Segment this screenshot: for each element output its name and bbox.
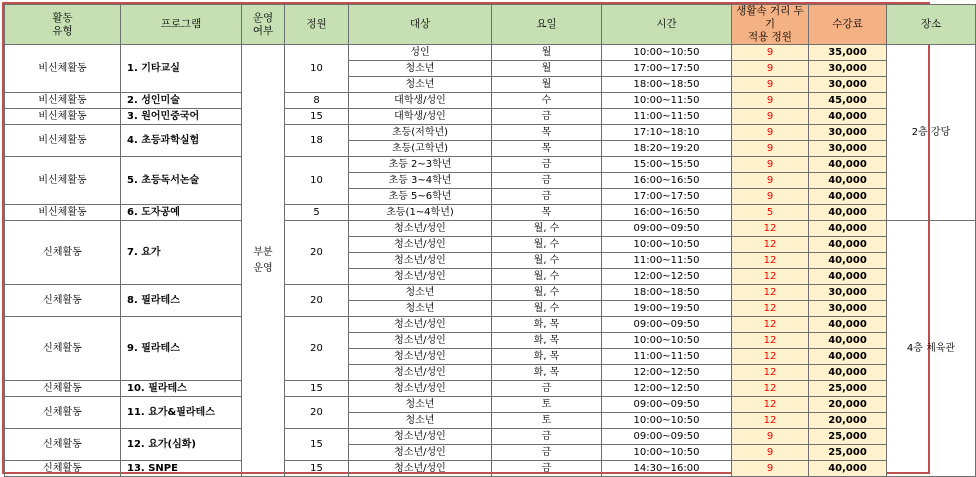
capacity-cell: 10 (285, 157, 349, 205)
table-row (5, 109, 976, 125)
target-cell: 대학생/성인 (349, 109, 492, 125)
table-row (5, 317, 976, 333)
target-cell: 청소년/성인 (349, 381, 492, 397)
day-cell: 금 (492, 189, 602, 205)
social-capacity-cell: 12 (732, 253, 809, 269)
header-time: 시간 (602, 5, 732, 45)
social-capacity-cell: 9 (732, 429, 809, 445)
social-capacity-cell: 9 (732, 109, 809, 125)
time-cell: 12:00~12:50 (602, 269, 732, 285)
header-location: 장소 (887, 5, 976, 45)
time-cell: 12:00~12:50 (602, 381, 732, 397)
target-cell: 청소년/성인 (349, 445, 492, 461)
day-cell: 월, 수 (492, 253, 602, 269)
table-row (5, 397, 976, 413)
target-cell: 초등 2~3학년 (349, 157, 492, 173)
target-cell: 초등(저학년) (349, 125, 492, 141)
fee-cell: 40,000 (809, 189, 887, 205)
fee-cell: 40,000 (809, 333, 887, 349)
program-schedule-table-frame (2, 2, 956, 474)
header-capacity: 정원 (285, 5, 349, 45)
time-cell: 09:00~09:50 (602, 317, 732, 333)
social-capacity-cell: 9 (732, 157, 809, 173)
social-capacity-cell: 9 (732, 445, 809, 461)
time-cell: 09:00~09:50 (602, 429, 732, 445)
program-name-cell: 3. 원어민중국어 (121, 109, 242, 125)
header-day: 요일 (492, 5, 602, 45)
fee-cell: 20,000 (809, 397, 887, 413)
target-cell: 청소년/성인 (349, 221, 492, 237)
social-capacity-cell: 9 (732, 141, 809, 157)
activity-type-cell: 비신체활동 (5, 125, 121, 157)
time-cell: 15:00~15:50 (602, 157, 732, 173)
program-name-cell: 7. 요가 (121, 221, 242, 285)
capacity-cell: 20 (285, 317, 349, 381)
time-cell: 10:00~10:50 (602, 45, 732, 61)
target-cell: 초등 5~6학년 (349, 189, 492, 205)
time-cell: 17:00~17:50 (602, 61, 732, 77)
time-cell: 11:00~11:50 (602, 109, 732, 125)
fee-cell: 45,000 (809, 93, 887, 109)
program-name-cell: 9. 필라테스 (121, 317, 242, 381)
target-cell: 청소년/성인 (349, 349, 492, 365)
social-capacity-cell: 12 (732, 301, 809, 317)
social-capacity-cell: 9 (732, 189, 809, 205)
activity-type-cell: 신체활동 (5, 461, 121, 477)
time-cell: 12:00~12:50 (602, 365, 732, 381)
program-schedule-table (4, 4, 976, 477)
day-cell: 목 (492, 125, 602, 141)
time-cell: 19:00~19:50 (602, 301, 732, 317)
header-operation: 운영 여부 (242, 5, 285, 45)
time-cell: 10:00~10:50 (602, 237, 732, 253)
day-cell: 월, 수 (492, 221, 602, 237)
operation-status-cell: 부분 운영 (242, 45, 285, 477)
day-cell: 금 (492, 157, 602, 173)
table-row (5, 381, 976, 397)
target-cell: 초등(1~4학년) (349, 205, 492, 221)
fee-cell: 20,000 (809, 413, 887, 429)
day-cell: 월 (492, 77, 602, 93)
program-name-cell: 6. 도자공예 (121, 205, 242, 221)
fee-cell: 30,000 (809, 141, 887, 157)
time-cell: 17:10~18:10 (602, 125, 732, 141)
time-cell: 18:20~19:20 (602, 141, 732, 157)
target-cell: 청소년 (349, 413, 492, 429)
fee-cell: 30,000 (809, 301, 887, 317)
fee-cell: 30,000 (809, 285, 887, 301)
header-activity-type: 활동 유형 (5, 5, 121, 45)
time-cell: 10:00~10:50 (602, 413, 732, 429)
activity-type-cell: 신체활동 (5, 285, 121, 317)
social-capacity-cell: 12 (732, 285, 809, 301)
social-capacity-cell: 12 (732, 413, 809, 429)
social-capacity-cell: 12 (732, 365, 809, 381)
target-cell: 청소년 (349, 61, 492, 77)
time-cell: 10:00~10:50 (602, 445, 732, 461)
fee-cell: 40,000 (809, 349, 887, 365)
capacity-cell: 20 (285, 397, 349, 429)
header-program: 프로그램 (121, 5, 242, 45)
day-cell: 수 (492, 93, 602, 109)
fee-cell: 40,000 (809, 253, 887, 269)
time-cell: 18:00~18:50 (602, 285, 732, 301)
target-cell: 성인 (349, 45, 492, 61)
capacity-cell: 15 (285, 381, 349, 397)
fee-cell: 30,000 (809, 125, 887, 141)
schedule-body (5, 45, 976, 477)
capacity-cell: 15 (285, 429, 349, 461)
time-cell: 17:00~17:50 (602, 189, 732, 205)
fee-cell: 40,000 (809, 365, 887, 381)
fee-cell: 25,000 (809, 445, 887, 461)
social-capacity-cell: 12 (732, 317, 809, 333)
activity-type-cell: 신체활동 (5, 397, 121, 429)
social-capacity-cell: 5 (732, 205, 809, 221)
time-cell: 18:00~18:50 (602, 77, 732, 93)
target-cell: 청소년 (349, 301, 492, 317)
fee-cell: 40,000 (809, 237, 887, 253)
target-cell: 청소년/성인 (349, 237, 492, 253)
day-cell: 금 (492, 429, 602, 445)
table-row (5, 93, 976, 109)
program-name-cell: 11. 요가&필라테스 (121, 397, 242, 429)
table-row (5, 461, 976, 477)
day-cell: 월 (492, 61, 602, 77)
time-cell: 09:00~09:50 (602, 397, 732, 413)
header-target: 대상 (349, 5, 492, 45)
fee-cell: 40,000 (809, 317, 887, 333)
target-cell: 청소년/성인 (349, 429, 492, 445)
social-capacity-cell: 12 (732, 333, 809, 349)
activity-type-cell: 비신체활동 (5, 157, 121, 205)
social-capacity-cell: 12 (732, 221, 809, 237)
fee-cell: 25,000 (809, 381, 887, 397)
fee-cell: 30,000 (809, 61, 887, 77)
time-cell: 16:00~16:50 (602, 205, 732, 221)
capacity-cell: 8 (285, 93, 349, 109)
target-cell: 청소년 (349, 285, 492, 301)
social-capacity-cell: 9 (732, 461, 809, 477)
activity-type-cell: 신체활동 (5, 429, 121, 461)
capacity-cell: 10 (285, 45, 349, 93)
table-row (5, 285, 976, 301)
header-fee: 수강료 (809, 5, 887, 45)
fee-cell: 40,000 (809, 205, 887, 221)
capacity-cell: 5 (285, 205, 349, 221)
social-capacity-cell: 9 (732, 173, 809, 189)
time-cell: 11:00~11:50 (602, 349, 732, 365)
table-row (5, 45, 976, 61)
activity-type-cell: 비신체활동 (5, 93, 121, 109)
capacity-cell: 20 (285, 285, 349, 317)
day-cell: 토 (492, 413, 602, 429)
target-cell: 청소년/성인 (349, 461, 492, 477)
table-row (5, 157, 976, 173)
target-cell: 청소년 (349, 77, 492, 93)
target-cell: 청소년/성인 (349, 333, 492, 349)
day-cell: 금 (492, 381, 602, 397)
day-cell: 금 (492, 173, 602, 189)
social-capacity-cell: 9 (732, 61, 809, 77)
day-cell: 월, 수 (492, 301, 602, 317)
time-cell: 10:00~10:50 (602, 333, 732, 349)
time-cell: 16:00~16:50 (602, 173, 732, 189)
fee-cell: 40,000 (809, 173, 887, 189)
fee-cell: 40,000 (809, 109, 887, 125)
fee-cell: 30,000 (809, 77, 887, 93)
target-cell: 대학생/성인 (349, 93, 492, 109)
capacity-cell: 18 (285, 125, 349, 157)
fee-cell: 35,000 (809, 45, 887, 61)
fee-cell: 25,000 (809, 429, 887, 445)
time-cell: 10:00~11:50 (602, 93, 732, 109)
location-cell-4f-gym: 4층 체육관 (887, 221, 976, 477)
activity-type-cell: 신체활동 (5, 381, 121, 397)
day-cell: 토 (492, 397, 602, 413)
target-cell: 청소년/성인 (349, 365, 492, 381)
table-row (5, 125, 976, 141)
table-row (5, 429, 976, 445)
target-cell: 청소년/성인 (349, 317, 492, 333)
header-row (5, 5, 976, 45)
day-cell: 월, 수 (492, 285, 602, 301)
activity-type-cell: 비신체활동 (5, 45, 121, 93)
fee-cell: 40,000 (809, 157, 887, 173)
social-capacity-cell: 12 (732, 269, 809, 285)
program-name-cell: 10. 필라테스 (121, 381, 242, 397)
table-row (5, 205, 976, 221)
header-social-distancing-capacity: 생활속 거리 두기 적용 정원 (732, 5, 809, 45)
program-name-cell: 4. 초등과학실험 (121, 125, 242, 157)
time-cell: 11:00~11:50 (602, 253, 732, 269)
program-name-cell: 1. 기타교실 (121, 45, 242, 93)
program-name-cell: 13. SNPE (121, 461, 242, 477)
social-capacity-cell: 9 (732, 93, 809, 109)
target-cell: 청소년/성인 (349, 253, 492, 269)
activity-type-cell: 신체활동 (5, 221, 121, 285)
program-name-cell: 5. 초등독서논술 (121, 157, 242, 205)
day-cell: 금 (492, 461, 602, 477)
social-capacity-cell: 9 (732, 45, 809, 61)
table-row (5, 221, 976, 237)
social-capacity-cell: 9 (732, 125, 809, 141)
time-cell: 14:30~16:00 (602, 461, 732, 477)
target-cell: 초등(고학년) (349, 141, 492, 157)
capacity-cell: 20 (285, 221, 349, 285)
day-cell: 화, 목 (492, 317, 602, 333)
target-cell: 초등 3~4학년 (349, 173, 492, 189)
target-cell: 청소년/성인 (349, 269, 492, 285)
day-cell: 월, 수 (492, 269, 602, 285)
day-cell: 금 (492, 445, 602, 461)
day-cell: 월, 수 (492, 237, 602, 253)
activity-type-cell: 비신체활동 (5, 109, 121, 125)
day-cell: 목 (492, 141, 602, 157)
social-capacity-cell: 12 (732, 397, 809, 413)
target-cell: 청소년 (349, 397, 492, 413)
fee-cell: 40,000 (809, 269, 887, 285)
location-cell-2f-hall: 2층 강당 (887, 45, 976, 221)
day-cell: 금 (492, 109, 602, 125)
capacity-cell: 15 (285, 461, 349, 477)
fee-cell: 40,000 (809, 461, 887, 477)
day-cell: 월 (492, 45, 602, 61)
activity-type-cell: 신체활동 (5, 317, 121, 381)
day-cell: 목 (492, 205, 602, 221)
social-capacity-cell: 12 (732, 381, 809, 397)
social-capacity-cell: 12 (732, 237, 809, 253)
day-cell: 화, 목 (492, 349, 602, 365)
program-name-cell: 2. 성인미술 (121, 93, 242, 109)
day-cell: 화, 목 (492, 365, 602, 381)
time-cell: 09:00~09:50 (602, 221, 732, 237)
fee-cell: 40,000 (809, 221, 887, 237)
program-name-cell: 12. 요가(심화) (121, 429, 242, 461)
capacity-cell: 15 (285, 109, 349, 125)
activity-type-cell: 비신체활동 (5, 205, 121, 221)
social-capacity-cell: 9 (732, 77, 809, 93)
program-name-cell: 8. 필라테스 (121, 285, 242, 317)
social-capacity-cell: 12 (732, 349, 809, 365)
day-cell: 화, 목 (492, 333, 602, 349)
